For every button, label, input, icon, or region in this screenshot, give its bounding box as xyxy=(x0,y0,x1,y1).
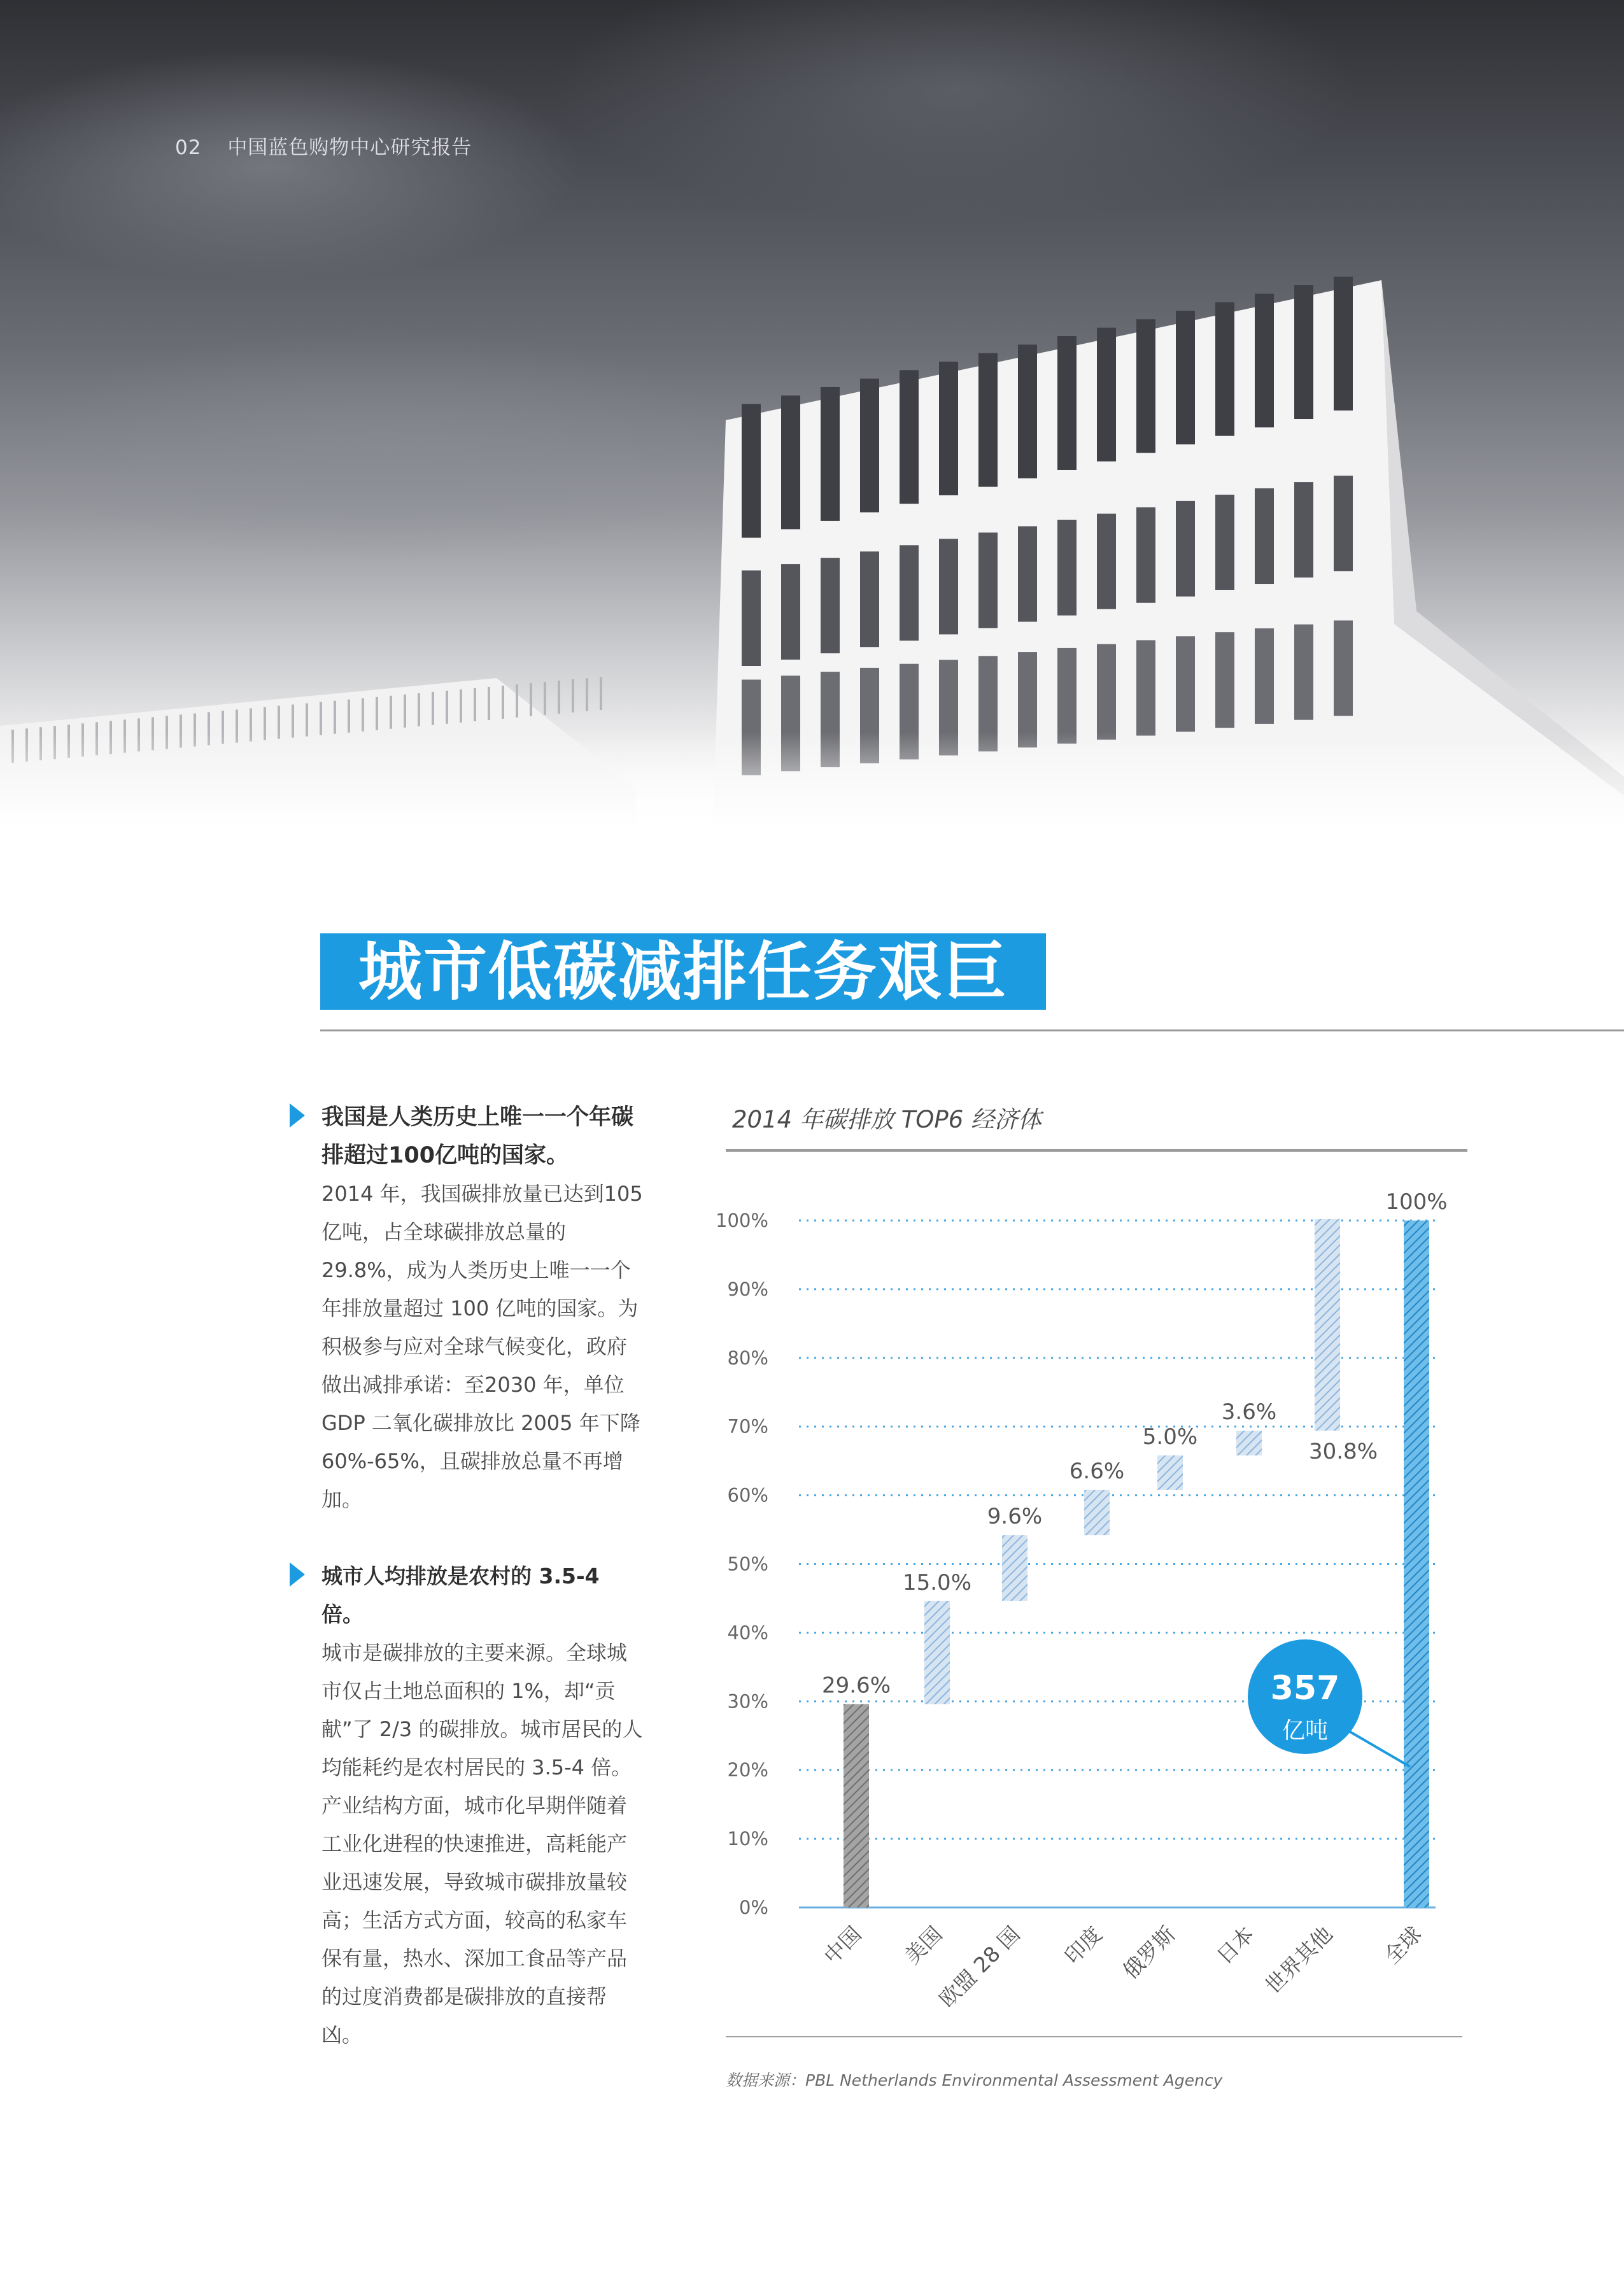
y-tick-label: 0% xyxy=(738,1897,768,1918)
x-category-label: 中国 xyxy=(819,1921,866,1969)
x-category-label: 俄罗斯 xyxy=(1118,1921,1180,1984)
bar-1 xyxy=(844,1704,869,1907)
callout-number: 357 xyxy=(1270,1669,1340,1708)
y-tick-label: 20% xyxy=(727,1759,768,1781)
y-tick-label: 70% xyxy=(727,1415,768,1438)
x-category-label: 日本 xyxy=(1211,1921,1259,1969)
y-tick-label: 80% xyxy=(727,1347,768,1369)
bar-3 xyxy=(1002,1535,1027,1601)
bar-value-label: 9.6% xyxy=(987,1504,1043,1530)
data-source-note: 数据来源：PBL Netherlands Environmental Assessment Agency xyxy=(726,2071,1223,2090)
paragraph-body: 城市是碳排放的主要来源。全球城市仅占土地总面积的 1%，却“贡献”了 2/3 的碳排放。城市居民的人均能耗约是农村居民的 3.5-4 倍。产业结构方面，城市化早期伴随着工业化进程的快速推进，高耗能产业迅速发展，导致城市碳排放量较高；生活方式方面，较高的私家车保有量，热水、深加工食品等产品的过度消费都是碳排放的直接帮凶。 xyxy=(321,1641,643,2047)
bar-value-label: 5.0% xyxy=(1142,1424,1198,1450)
bar-value-label: 6.6% xyxy=(1069,1458,1125,1484)
callout-unit: 亿吨 xyxy=(1282,1718,1328,1744)
paragraph-lead: 我国是人类历史上唯一一个年碳排超过100亿吨的国家。 xyxy=(321,1105,634,1168)
x-category-label: 世界其他 xyxy=(1260,1921,1338,1999)
x-category-label: 欧盟 28 国 xyxy=(934,1921,1025,2013)
bar-value-label: 15.0% xyxy=(902,1569,972,1595)
section-title: 城市低碳减排任务艰巨 xyxy=(320,933,1046,1010)
bar-5 xyxy=(1157,1455,1183,1490)
page-number: 02 xyxy=(175,136,202,159)
source-divider xyxy=(726,2036,1462,2037)
y-tick-label: 100% xyxy=(716,1210,768,1231)
report-title: 中国蓝色购物中心研究报告 xyxy=(227,136,472,159)
chart-title: 2014 年碳排放 TOP6 经济体 xyxy=(732,1106,1042,1133)
y-tick-label: 40% xyxy=(727,1622,768,1644)
bar-2 xyxy=(924,1601,950,1704)
y-tick-label: 30% xyxy=(727,1690,768,1713)
bar-value-label: 100% xyxy=(1385,1189,1448,1215)
y-tick-label: 10% xyxy=(727,1828,768,1850)
bar-8 xyxy=(1404,1220,1429,1907)
x-category-label: 全球 xyxy=(1379,1921,1427,1969)
y-tick-label: 50% xyxy=(727,1553,768,1575)
bar-4 xyxy=(1084,1490,1110,1535)
bar-value-label: 29.6% xyxy=(821,1673,891,1699)
paragraph-body: 2014 年，我国碳排放量已达到105 亿吨，占全球碳排放总量的29.8%，成为人类历史上唯一一个年排放量超过 100 亿吨的国家。为积极参与应对全球气候变化，政府做出减排承诺：至2030 年，单位 GDP 二氧化碳排放比 2005 年下降 60%-65%，且碳排放总量不再增加。 xyxy=(321,1182,643,1511)
callout-leader-line xyxy=(1345,1729,1410,1767)
bar-6 xyxy=(1236,1431,1262,1455)
x-category-label: 印度 xyxy=(1059,1921,1107,1969)
bar-7 xyxy=(1315,1219,1340,1431)
x-category-label: 美国 xyxy=(900,1921,947,1969)
y-tick-label: 60% xyxy=(727,1484,768,1506)
bar-value-label: 30.8% xyxy=(1308,1439,1378,1465)
y-tick-label: 90% xyxy=(727,1278,768,1300)
bar-value-label: 3.6% xyxy=(1221,1399,1277,1426)
paragraph-lead: 城市人均排放是农村的 3.5-4 倍。 xyxy=(321,1564,600,1627)
